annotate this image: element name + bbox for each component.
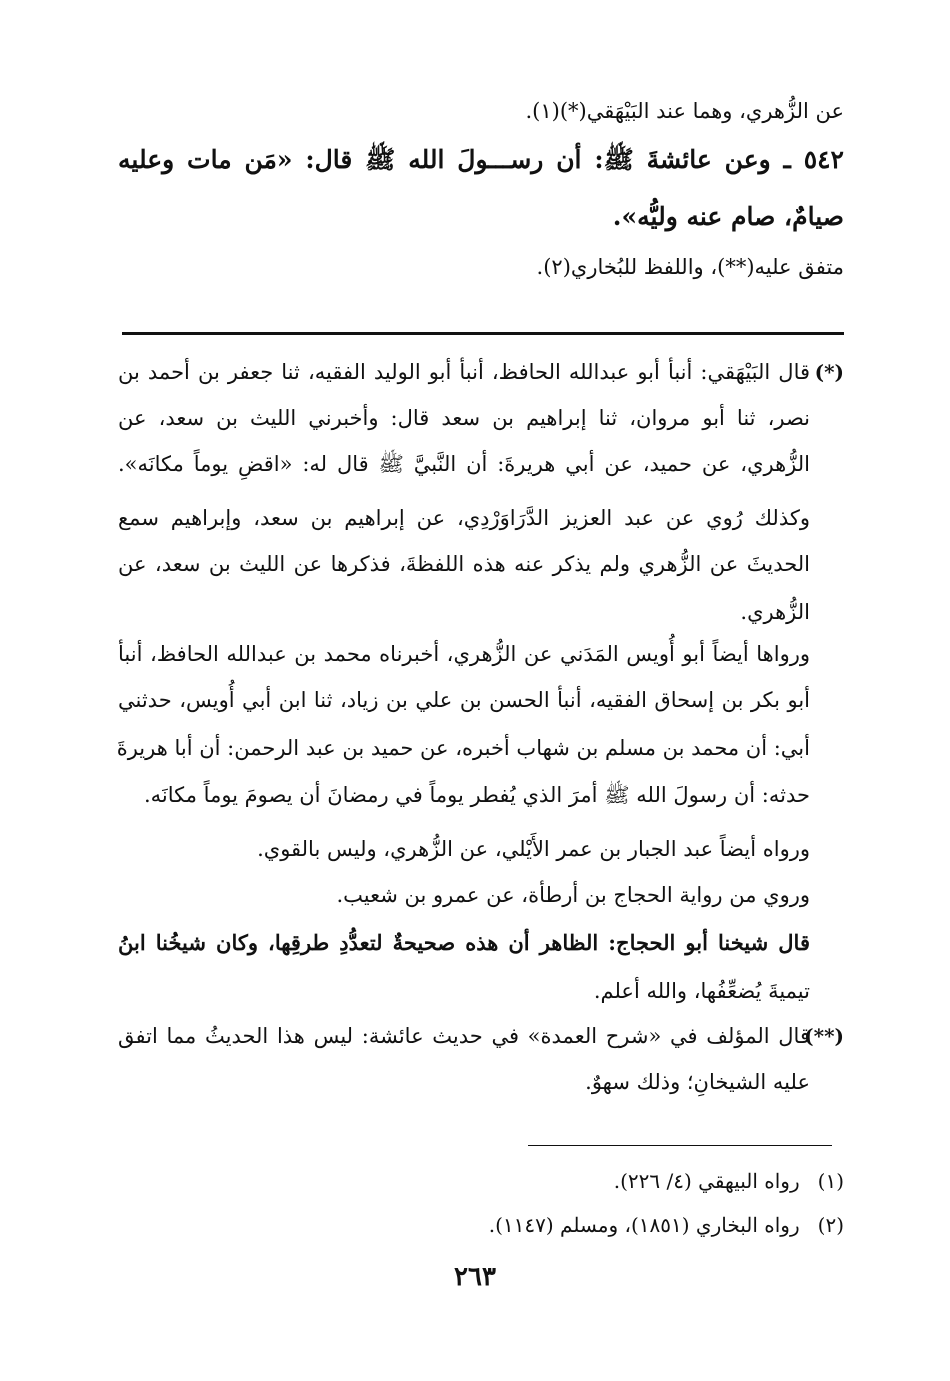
note-line: ورواها أيضاً أبو أُويس المَدَني عن الزُّهري، أخبرناه محمد بن عبدالله الحافظ، أنبأ bbox=[118, 642, 810, 666]
footnote bbox=[614, 1166, 844, 1196]
footnote-number: (١) bbox=[817, 1169, 844, 1193]
footnote-number: (٢) bbox=[817, 1213, 844, 1237]
note-marker: (**) bbox=[804, 1024, 844, 1048]
footnote bbox=[489, 1210, 844, 1240]
note-line: أبو بكر بن إسحاق الفقيه، أنبأ الحسن بن علي بن زياد، ثنا ابن أبي أُويس، حدثني bbox=[118, 688, 810, 712]
note-line: أبي: أن محمد بن مسلم بن شهاب أخبره، عن حميد بن عبد الرحمن: أن أبا هريرةَ bbox=[116, 736, 810, 760]
note-line: وكذلك رُوي عن عبد العزيز الدَّرَاوَرْدِي، عن إبراهيم بن سعد، وإبراهيم سمع bbox=[118, 506, 810, 530]
note-line: الزُّهري، عن حميد، عن أبي هريرةَ: أن النَّبيَّ ﷺ قال له: «اقضِ يوماً مكانَه». bbox=[118, 452, 810, 476]
page-number: ٢٦٣ bbox=[454, 1262, 496, 1292]
note-line: قال البَيْهَقي: أنبأ أبو عبدالله الحافظ، أنبأ أبو الوليد الفقيه، ثنا جعفر بن أحمد بن bbox=[118, 360, 810, 384]
note-marker: (*) bbox=[814, 360, 844, 384]
note-line: الحديثَ عن الزُّهري ولم يذكر عنه هذه اللفظةَ، فذكرها عن الليث بن سعد، عن bbox=[118, 552, 810, 576]
footnote-text: رواه البيهقي (٤/ ٢٢٦). bbox=[613, 1169, 800, 1193]
footnote-text: رواه البخاري (١٨٥١)، ومسلم (١١٤٧). bbox=[488, 1213, 800, 1237]
note-line: قال شيخنا أبو الحجاج: الظاهر أن هذه صحيحةٌ لتعدُّدِ طرقِها، وكان شيخُنا ابنُ bbox=[118, 930, 810, 955]
note-line: عليه الشيخانِ؛ وذلك سهوٌ. bbox=[585, 1070, 810, 1094]
main-text-line: عن الزُّهري، وهما عند البَيْهَقي(*)(١). bbox=[525, 99, 844, 123]
note-line: تيميةَ يُضعِّفُها، والله أعلم. bbox=[593, 979, 810, 1003]
takhrij-line: متفق عليه(**)، واللفظ للبُخاري(٢). bbox=[536, 255, 844, 279]
footnotes-separator bbox=[528, 1145, 832, 1146]
note-line: وروي من رواية الحجاج بن أرطأة، عن عمرو بن شعيب. bbox=[336, 883, 810, 907]
note-line: نصر، ثنا أبو مروان، ثنا إبراهيم بن سعد قال: وأخبرني الليث بن سعد، عن bbox=[118, 406, 810, 430]
note-line: الزُّهري. bbox=[740, 600, 810, 624]
note-line: ورواه أيضاً عبد الجبار بن عمر الأَيْلي، عن الزُّهري، وليس بالقوي. bbox=[257, 837, 810, 861]
notes-separator bbox=[122, 332, 844, 335]
hadith-542-line: صيامٌ، صام عنه وليُّه». bbox=[612, 202, 844, 231]
note-line: قال المؤلف في «شرح العمدة» في حديث عائشة: ليس هذا الحديثُ مما اتفق bbox=[118, 1024, 810, 1048]
hadith-542-line: ٥٤٢ ـ وعن عائشةَ ﷺ: أن رســـولَ الله ﷺ قال: «مَن مات وعليه bbox=[118, 145, 844, 174]
note-line: حدثه: أن رسولَ الله ﷺ أمرَ الذي يُفطر يوماً في رمضانَ أن يصومَ يوماً مكانَه. bbox=[143, 783, 810, 807]
